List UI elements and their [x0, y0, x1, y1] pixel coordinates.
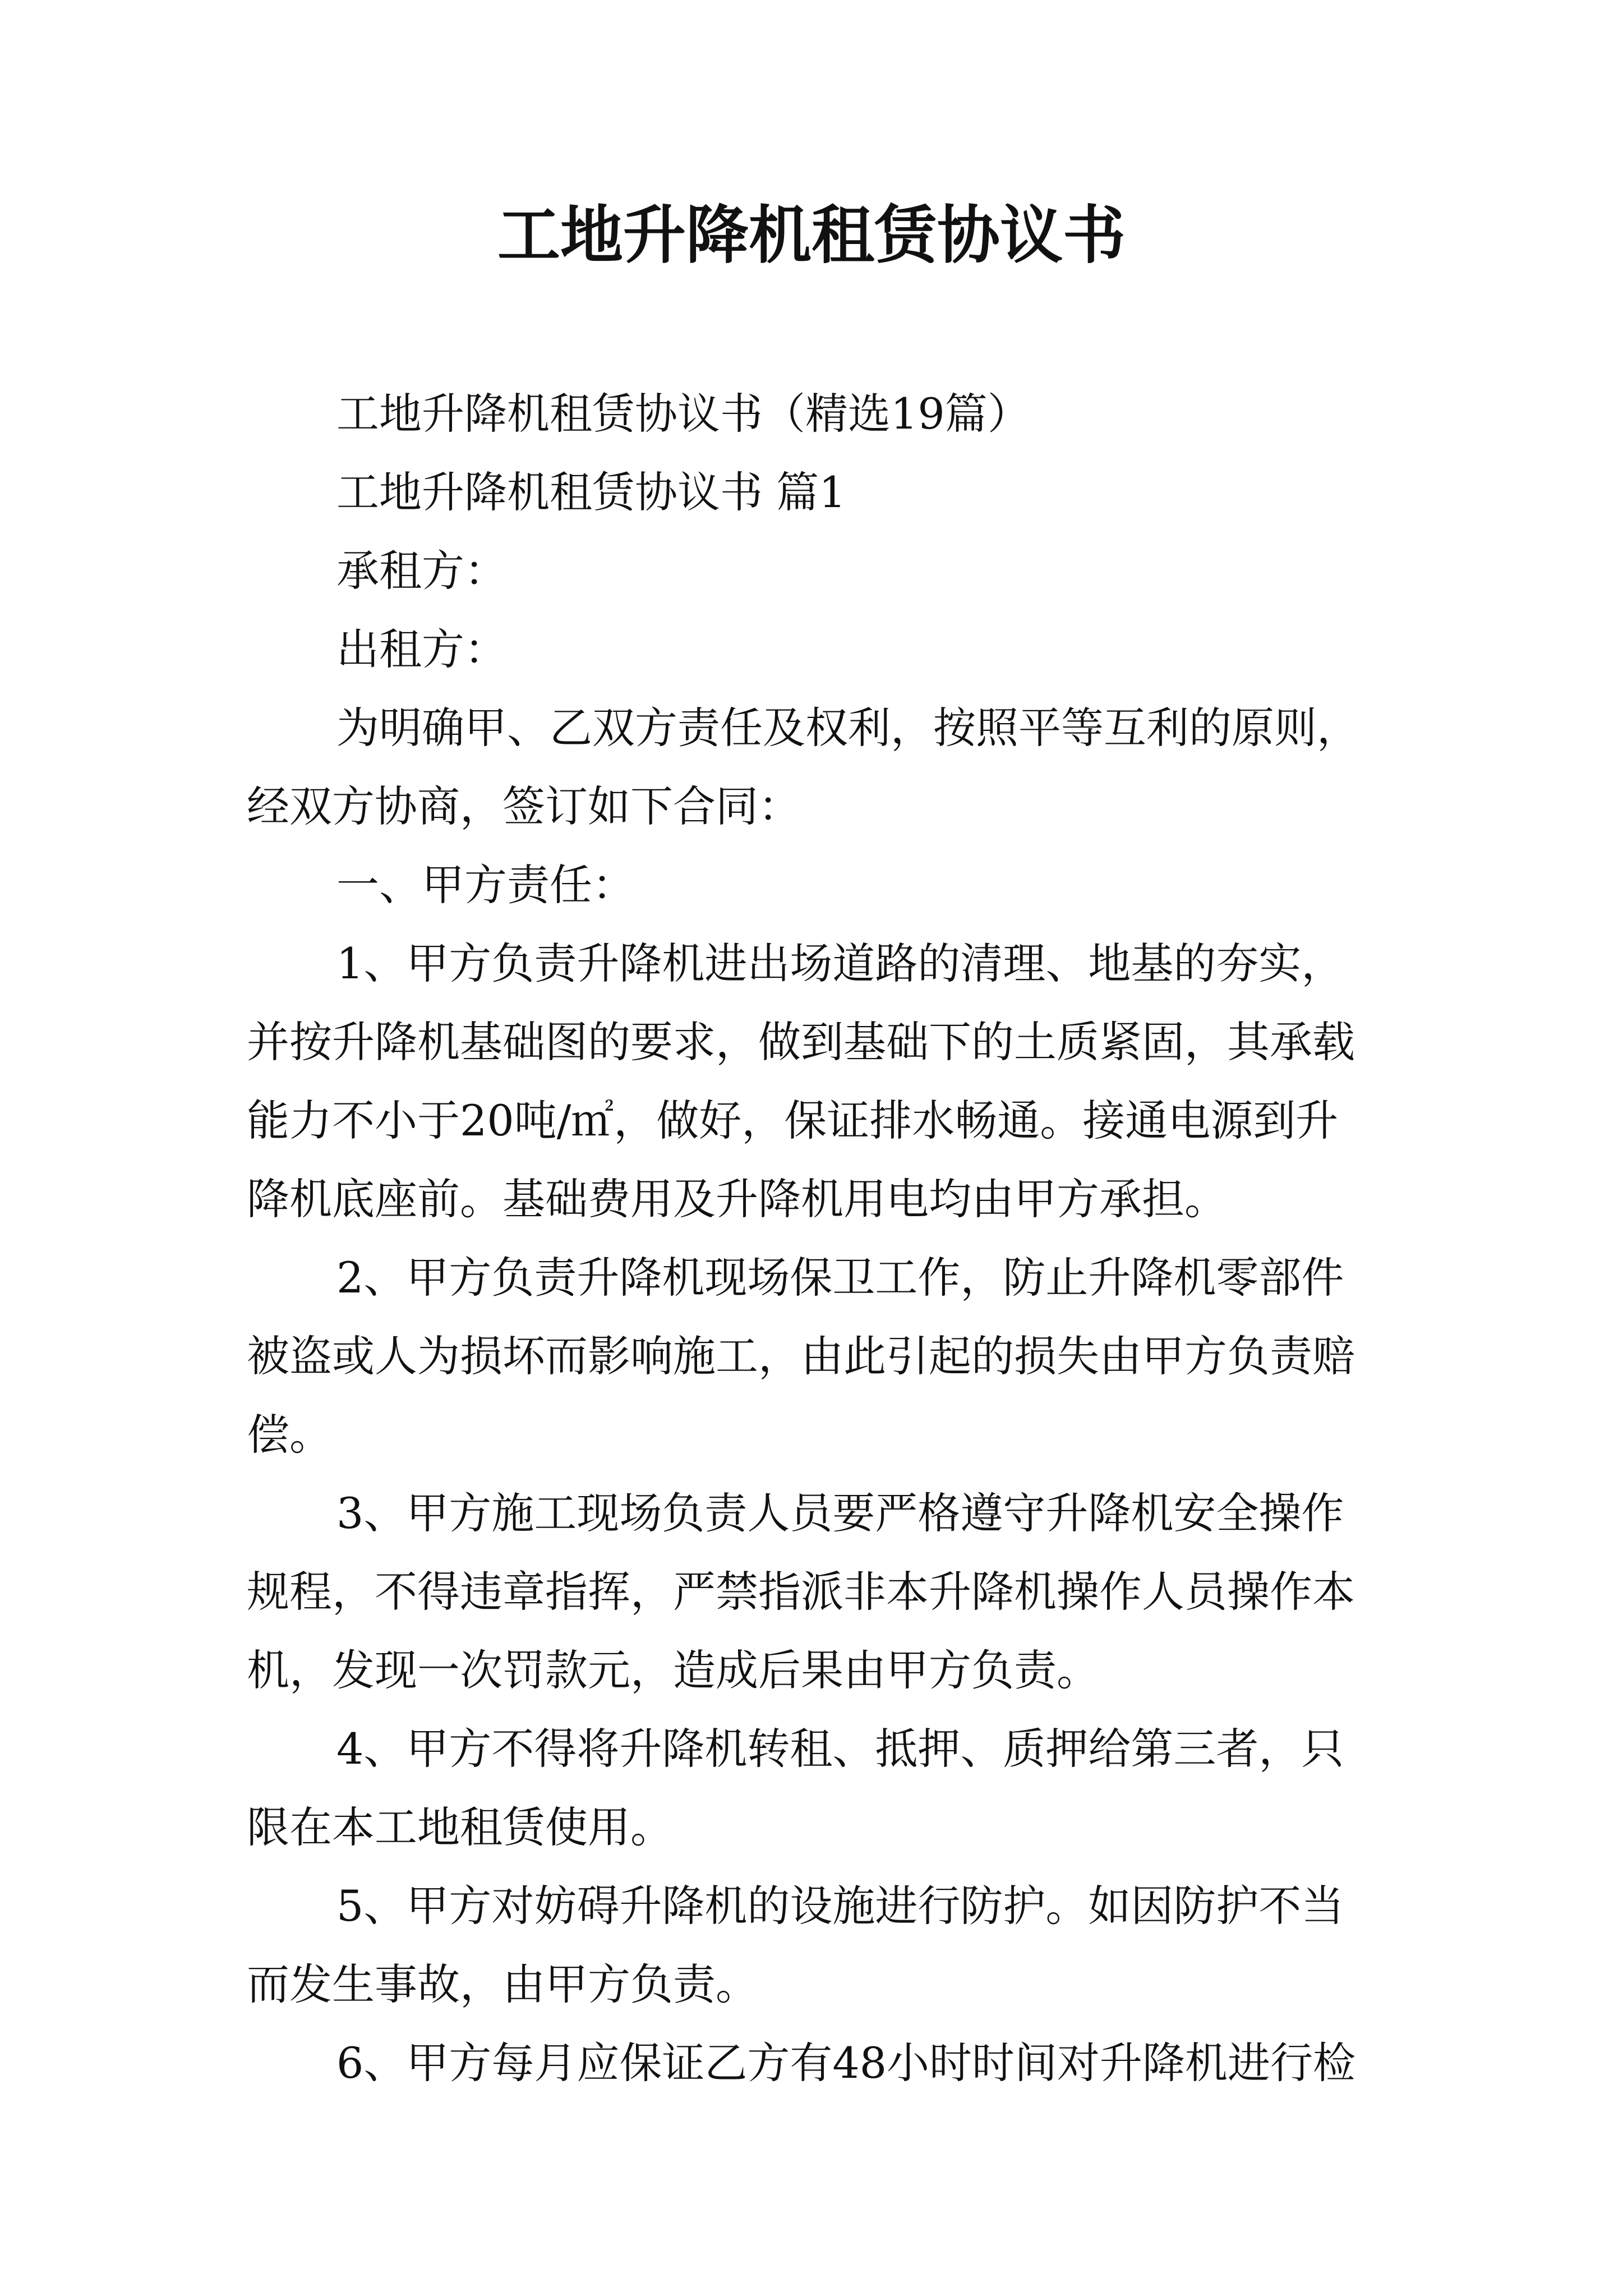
paragraph-line: 被盗或人为损坏而影响施工，由此引起的损失由甲方负责赔 — [247, 1331, 1355, 1381]
paragraph-line: 规程，不得违章指挥，严禁指派非本升降机操作人员操作本 — [247, 1567, 1355, 1617]
lessee-field: 承租方： — [336, 546, 507, 596]
paragraph-line: 能力不小于20吨/㎡，做好，保证排水畅通。接通电源到升 — [247, 1096, 1339, 1145]
paragraph-line: 降机底座前。基础费用及升降机用电均由甲方承担。 — [247, 1174, 1227, 1224]
subtitle-line: 工地升降机租赁协议书（精选19篇） — [336, 389, 1030, 439]
paragraph-line: 偿。 — [247, 1410, 332, 1460]
paragraph-line: 4、甲方不得将升降机转租、抵押、质押给第三者，只 — [336, 1724, 1344, 1774]
paragraph-line: 机，发现一次罚款元，造成后果由甲方负责。 — [247, 1645, 1099, 1695]
paragraph-line: 1、甲方负责升降机进出场道路的清理、地基的夯实， — [336, 938, 1344, 988]
paragraph-line: 经双方协商，签订如下合同： — [247, 781, 801, 831]
clause-heading: 一、甲方责任： — [336, 860, 635, 910]
paragraph-line: 3、甲方施工现场负责人员要严格遵守升降机安全操作 — [336, 1488, 1344, 1538]
paragraph-line: 而发生事故，由甲方负责。 — [247, 1959, 758, 2009]
paragraph-line: 为明确甲、乙双方责任及权利，按照平等互利的原则， — [336, 703, 1359, 753]
paragraph-line: 6、甲方每月应保证乙方有48小时时间对升降机进行检 — [336, 2038, 1356, 2088]
section-heading: 工地升降机租赁协议书 篇1 — [336, 467, 846, 517]
lessor-field: 出租方： — [336, 624, 507, 674]
paragraph-line: 5、甲方对妨碍升降机的设施进行防护。如因防护不当 — [336, 1881, 1344, 1931]
paragraph-line: 限在本工地租赁使用。 — [247, 1802, 673, 1852]
paragraph-line: 并按升降机基础图的要求，做到基础下的土质紧固，其承载 — [247, 1017, 1355, 1067]
document-title: 工地升降机租赁协议书 — [497, 199, 1126, 272]
paragraph-line: 2、甲方负责升降机现场保卫工作，防止升降机零部件 — [336, 1253, 1344, 1303]
